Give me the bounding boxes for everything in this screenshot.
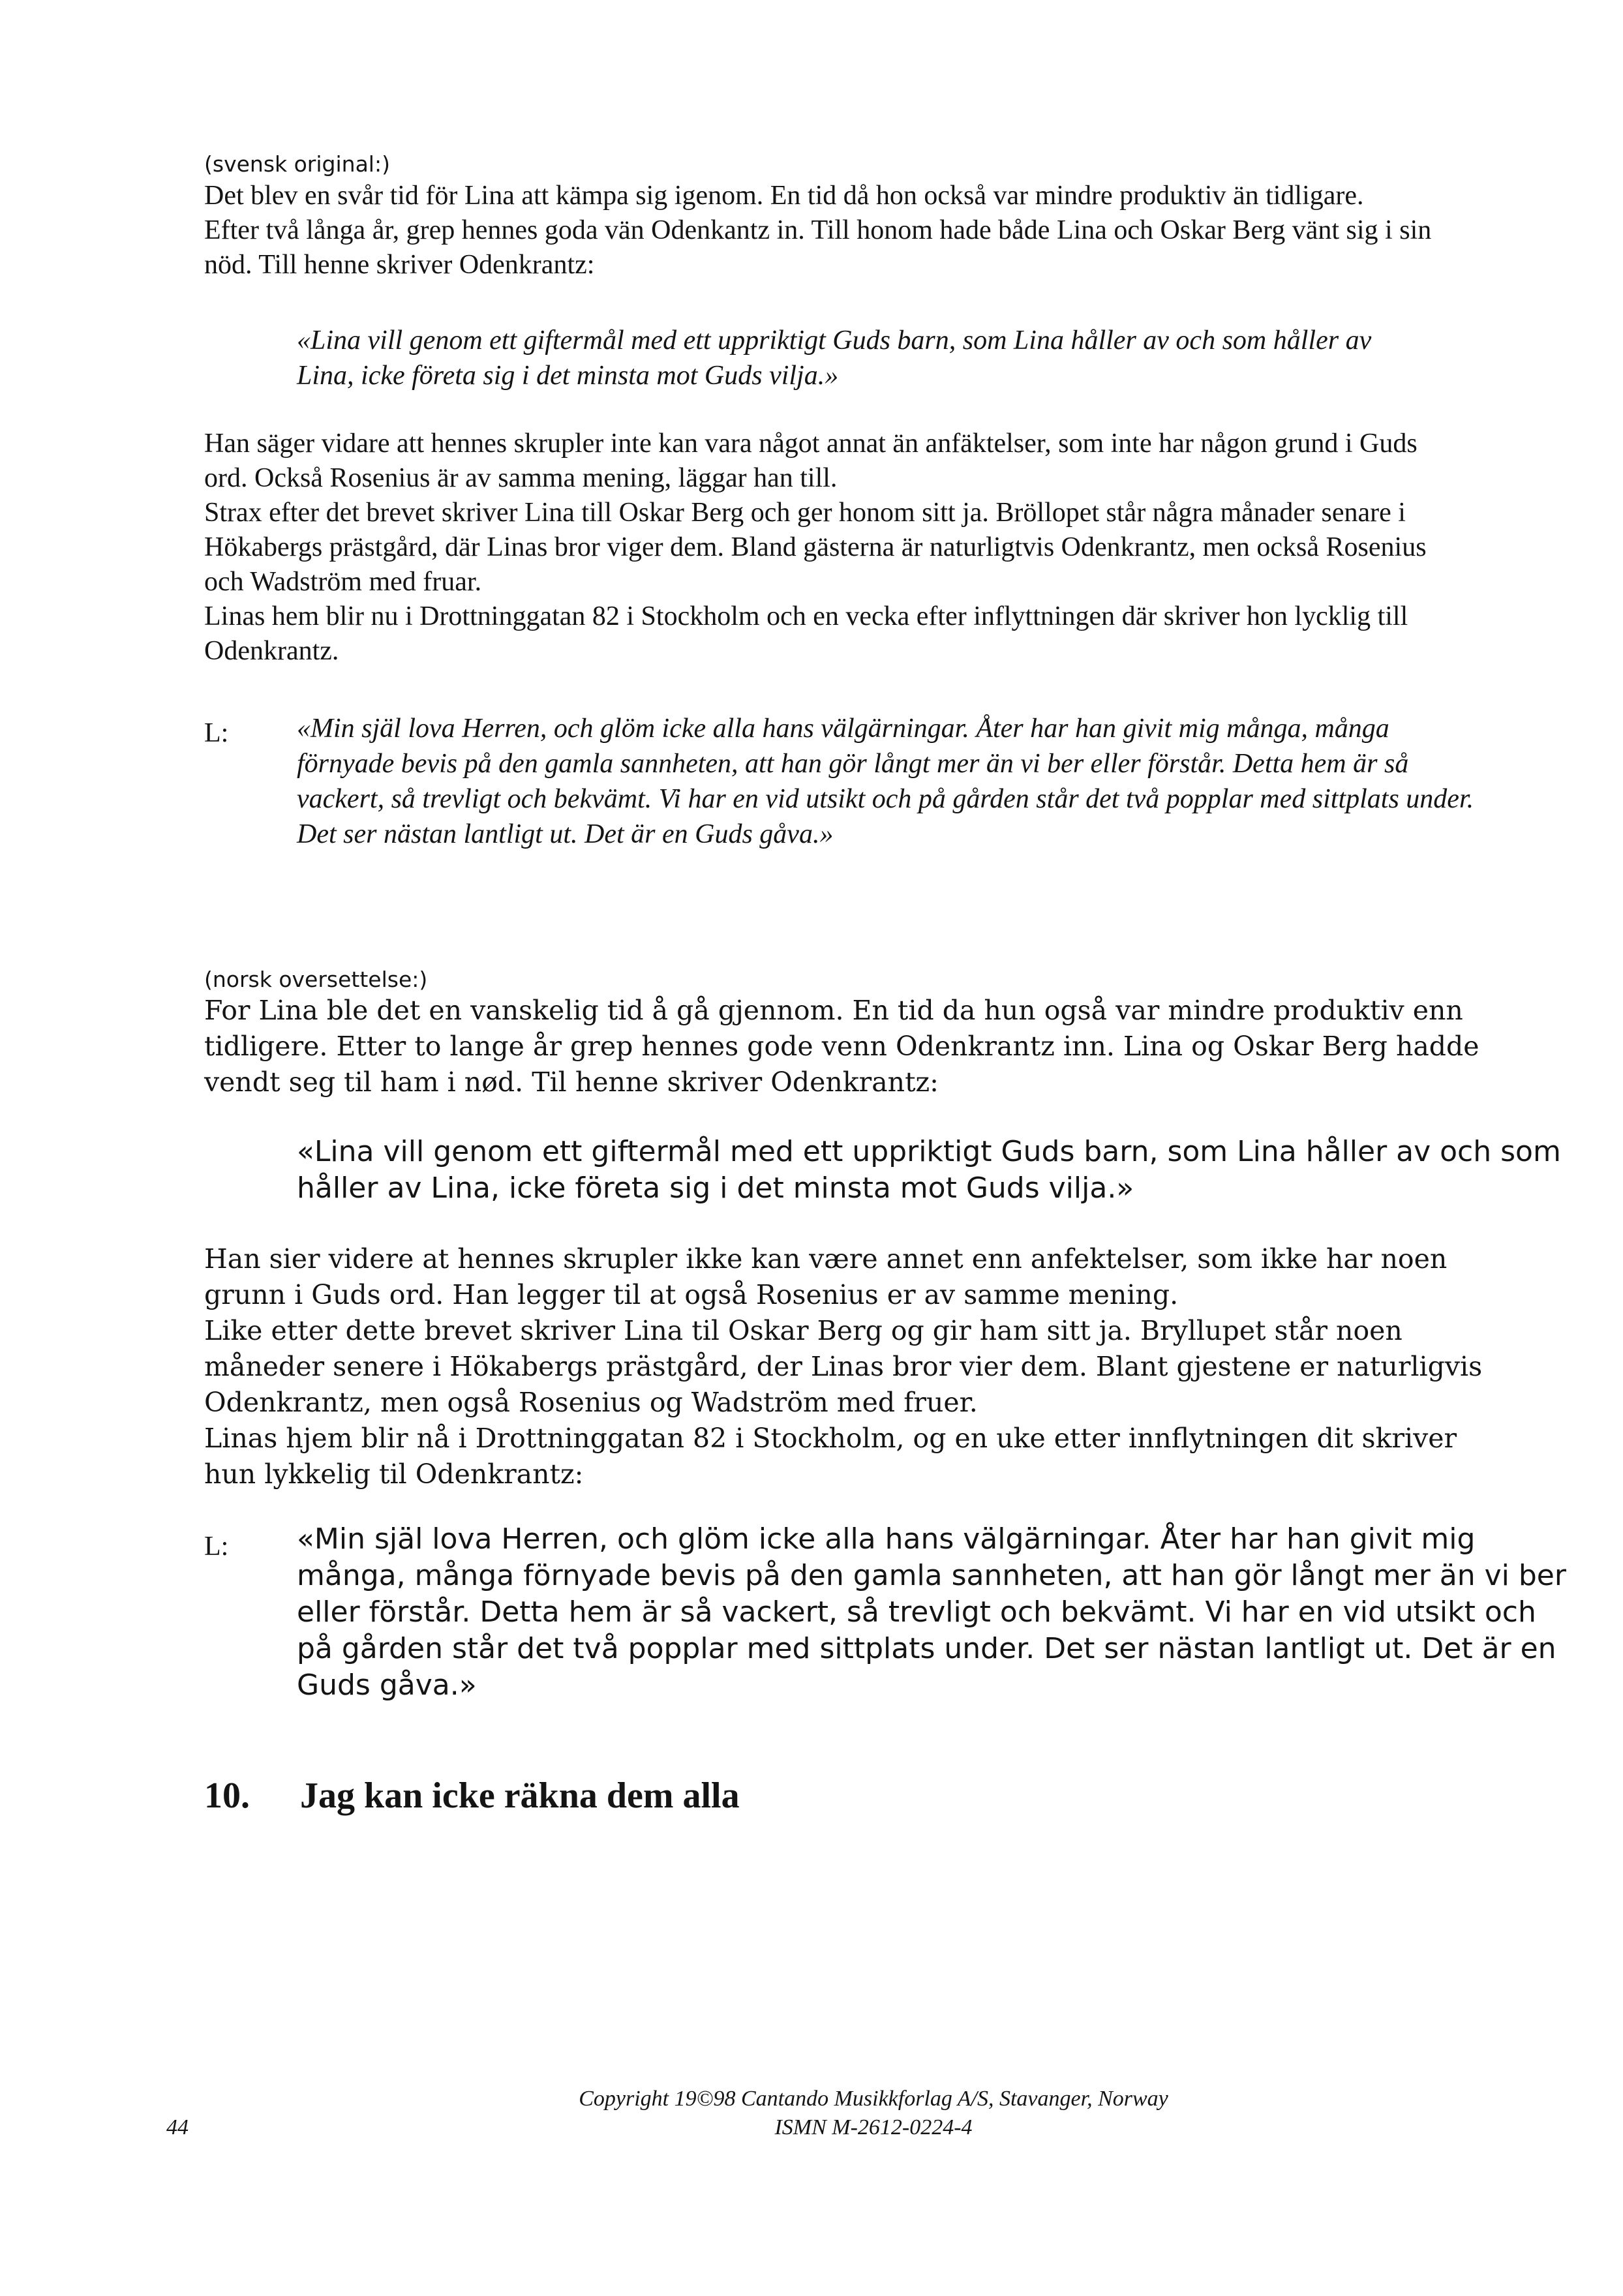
ismn-text: ISMN M-2612-0224-4 [774, 2115, 973, 2139]
swedish-paragraph-1 [204, 179, 1431, 282]
text-line: måneder senere i Hökabergs prästgård, der Linas bror vier dem. Blant gjestene er naturligvis [204, 1351, 1483, 1382]
text-line: Efter två långa år, grep hennes goda vän Odenkantz in. Till honom hade både Lina och Oskar Berg vänt sig i sin [204, 215, 1432, 245]
text-line: tidligere. Etter to lange år grep hennes gode venn Odenkrantz inn. Lina og Oskar Berg hadde [204, 1031, 1479, 1062]
quote-line: många, många förnyade bevis på den gamla sannheten, att han gör långt mer än vi ber [297, 1559, 1566, 1592]
section-number: 10. [204, 1775, 250, 1816]
quote-line: «Lina vill genom ett giftermål med ett uppriktigt Guds barn, som Lina håller av och som håller av [297, 325, 1372, 355]
text-line: grunn i Guds ord. Han legger til at også Rosenius er av samme mening. [204, 1279, 1179, 1310]
text-line: och Wadström med fruar. [204, 567, 482, 597]
text-line: Hökabergs prästgård, där Linas bror viger dem. Bland gästerna är naturligtvis Odenkrantz, men också Rosenius [204, 532, 1427, 562]
text-line: nöd. Till henne skriver Odenkrantz: [204, 250, 595, 280]
norwegian-quote-2 [297, 1521, 1566, 1704]
quote-line: Guds gåva.» [297, 1669, 477, 1702]
text-line: Han säger vidare att hennes skrupler inte kan vara något annat än anfäktelser, som inte har någon grund i Guds [204, 429, 1418, 459]
copyright-text: Copyright 19©98 Cantando Musikkforlag A/S, Stavanger, Norway [579, 2087, 1168, 2111]
quote-line: Det ser nästan lantligt ut. Det är en Guds gåva.» [297, 819, 834, 849]
quote-line: på gården står det två popplar med sittplats under. Det ser nästan lantligt ut. Det är en [297, 1632, 1556, 1665]
quote-line: Lina, icke företa sig i det minsta mot Guds vilja.» [297, 361, 839, 391]
quote-line: förnyade bevis på den gamla sannheten, att han gör långt mer än vi ber eller förstår. Detta hem är så [297, 749, 1409, 779]
norwegian-quote-1 [297, 1134, 1561, 1207]
text-line: Like etter dette brevet skriver Lina til Oskar Berg og gir ham sitt ja. Bryllupet står noen [204, 1315, 1403, 1346]
text-line: Han sier videre at hennes skrupler ikke kan være annet enn anfektelser, som ikke har noen [204, 1243, 1448, 1275]
copyright-line [0, 2085, 1623, 2142]
swedish-quote-2 [297, 711, 1474, 852]
quote-line: «Min själ lova Herren, och glöm icke alla hans välgärningar. Åter har han givit mig [297, 1522, 1476, 1556]
swedish-speaker-label: L: [204, 718, 229, 748]
text-line: For Lina ble det en vanskelig tid å gå gjennom. En tid da hun også var mindre produktiv enn [204, 995, 1463, 1026]
text-line: Det blev en svår tid för Lina att kämpa sig igenom. En tid då hon också var mindre produktiv än tidligare. [204, 181, 1364, 211]
norwegian-speaker-label: L: [204, 1532, 229, 1562]
quote-line: «Lina vill genom ett giftermål med ett uppriktigt Guds barn, som Lina håller av och som [297, 1135, 1561, 1168]
swedish-section-label: (svensk original:) [204, 151, 390, 177]
quote-line: håller av Lina, icke företa sig i det minsta mot Guds vilja.» [297, 1171, 1134, 1205]
norwegian-paragraph-2 [204, 1241, 1482, 1492]
page-number: 44 [166, 2115, 189, 2139]
section-title: Jag kan icke räkna dem alla [300, 1775, 740, 1816]
text-line: Strax efter det brevet skriver Lina till Oskar Berg och ger honom sitt ja. Bröllopet står några månader senare i [204, 498, 1406, 528]
swedish-quote-1 [297, 323, 1371, 393]
text-line: Odenkrantz. [204, 636, 339, 666]
text-line: ord. Också Rosenius är av samma mening, läggar han till. [204, 463, 838, 493]
swedish-paragraph-2 [204, 427, 1427, 669]
text-line: Odenkrantz, men også Rosenius og Wadström med fruer. [204, 1387, 978, 1418]
text-line: vendt seg til ham i nød. Til henne skriver Odenkrantz: [204, 1066, 939, 1098]
text-line: Linas hjem blir nå i Drottninggatan 82 i Stockholm, og en uke etter innflytningen dit skriver [204, 1423, 1457, 1454]
quote-line: vackert, så trevligt och bekvämt. Vi har en vid utsikt och på gården står det två popplar med sittplats under. [297, 784, 1474, 814]
quote-line: «Min själ lova Herren, och glöm icke alla hans välgärningar. Åter har han givit mig många, många [297, 714, 1389, 744]
text-line: Linas hem blir nu i Drottninggatan 82 i Stockholm och en vecka efter inflyttningen där skriver hon lycklig till [204, 601, 1408, 631]
quote-line: eller förstår. Detta hem är så vackert, så trevligt och bekvämt. Vi har en vid utsikt och [297, 1595, 1536, 1629]
text-line: hun lykkelig til Odenkrantz: [204, 1458, 584, 1490]
norwegian-section-label: (norsk oversettelse:) [204, 967, 428, 992]
norwegian-paragraph-1 [204, 993, 1479, 1100]
